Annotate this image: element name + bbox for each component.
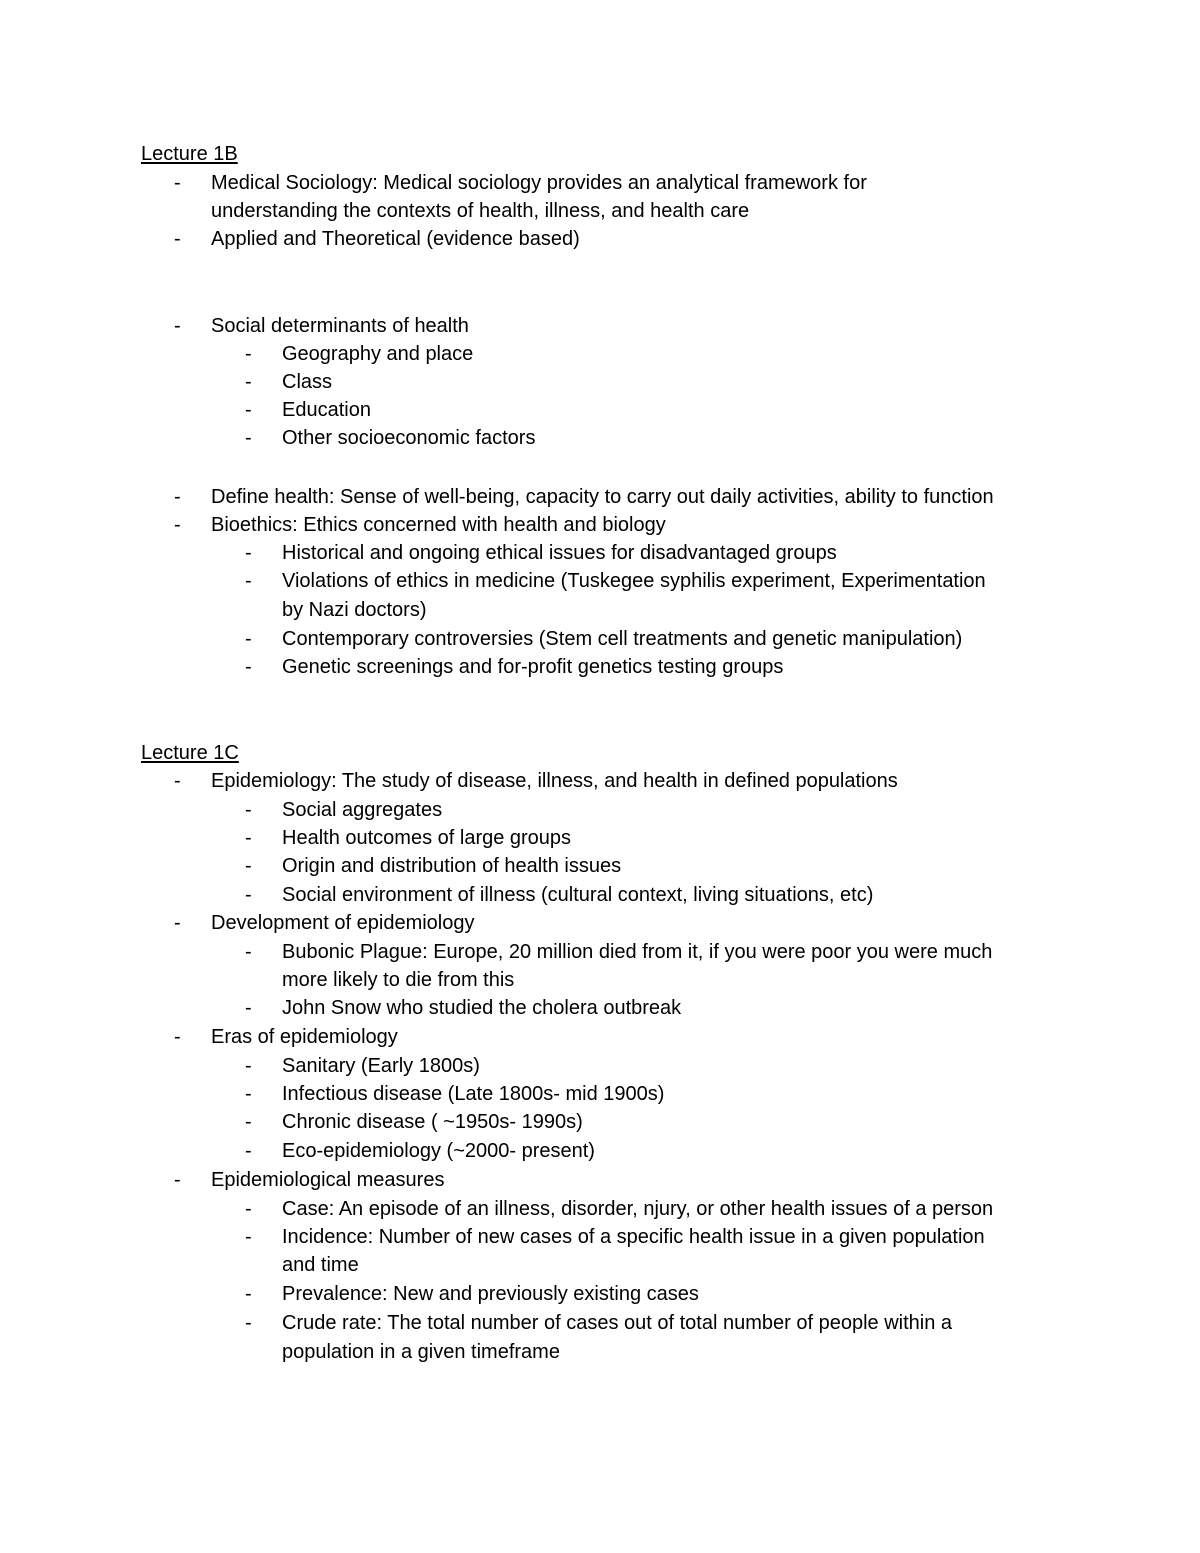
bullet-dash: -: [174, 486, 181, 508]
sub-list-item-text: Violations of ethics in medicine (Tuskegee syphilis experiment, Experimentation: [282, 570, 986, 592]
sub-bullet-dash: -: [245, 628, 252, 650]
sub-list-item-text: Other socioeconomic factors: [282, 427, 536, 449]
sub-list-item-text: Social aggregates: [282, 799, 443, 821]
sub-list-item-text: Case: An episode of an illness, disorder, njury, or other health issues of a person: [282, 1198, 994, 1220]
sub-bullet-dash: -: [245, 799, 252, 821]
sub-bullet-dash: -: [245, 1312, 252, 1334]
sub-bullet-dash: -: [245, 656, 252, 678]
list-item-text: Define health: Sense of well-being, capacity to carry out daily activities, ability to function: [211, 486, 994, 508]
sub-bullet-dash: -: [245, 542, 252, 564]
sub-bullet-dash: -: [245, 1226, 252, 1248]
list-item-text: Applied and Theoretical (evidence based): [211, 228, 580, 250]
bullet-dash: -: [174, 172, 181, 194]
sub-bullet-dash: -: [245, 570, 252, 592]
list-item-text: Social determinants of health: [211, 315, 469, 337]
sub-list-item-text-continued: and time: [282, 1254, 359, 1276]
sub-list-item-text-continued: by Nazi doctors): [282, 599, 427, 621]
list-item-text: Bioethics: Ethics concerned with health and biology: [211, 514, 666, 536]
sub-list-item-text: Crude rate: The total number of cases out of total number of people within a: [282, 1312, 953, 1334]
sub-bullet-dash: -: [245, 827, 252, 849]
sub-bullet-dash: -: [245, 1198, 252, 1220]
sub-list-item-text: Eco-epidemiology (~2000- present): [282, 1140, 595, 1162]
sub-list-item-text: Chronic disease ( ~1950s- 1990s): [282, 1111, 583, 1133]
bullet-dash: -: [174, 514, 181, 536]
sub-list-item-text: Incidence: Number of new cases of a specific health issue in a given population: [282, 1226, 985, 1248]
sub-bullet-dash: -: [245, 1111, 252, 1133]
sub-list-item-text: Geography and place: [282, 343, 474, 365]
bullet-dash: -: [174, 1026, 181, 1048]
section-heading-lecture-1c: Lecture 1C: [141, 742, 239, 764]
sub-list-item-text: Contemporary controversies (Stem cell treatments and genetic manipulation): [282, 628, 963, 650]
sub-list-item-text: Education: [282, 399, 371, 421]
sub-bullet-dash: -: [245, 427, 252, 449]
sub-list-item-text: John Snow who studied the cholera outbreak: [282, 997, 682, 1019]
sub-bullet-dash: -: [245, 371, 252, 393]
list-item-text: Epidemiology: The study of disease, illness, and health in defined populations: [211, 770, 898, 792]
sub-list-item-text: Prevalence: New and previously existing cases: [282, 1283, 699, 1305]
sub-list-item-text-continued: more likely to die from this: [282, 969, 515, 991]
sub-bullet-dash: -: [245, 1140, 252, 1162]
section-heading-lecture-1b: Lecture 1B: [141, 143, 238, 165]
bullet-dash: -: [174, 912, 181, 934]
list-item-text: Development of epidemiology: [211, 912, 475, 934]
sub-bullet-dash: -: [245, 997, 252, 1019]
sub-list-item-text: Health outcomes of large groups: [282, 827, 572, 849]
sub-bullet-dash: -: [245, 855, 252, 877]
list-item-text-continued: understanding the contexts of health, illness, and health care: [211, 200, 750, 222]
list-item-text: Eras of epidemiology: [211, 1026, 398, 1048]
sub-list-item-text: Sanitary (Early 1800s): [282, 1055, 480, 1077]
sub-list-item-text: Bubonic Plague: Europe, 20 million died from it, if you were poor you were much: [282, 941, 993, 963]
sub-list-item-text: Genetic screenings and for-profit genetics testing groups: [282, 656, 784, 678]
bullet-dash: -: [174, 770, 181, 792]
sub-bullet-dash: -: [245, 343, 252, 365]
sub-bullet-dash: -: [245, 884, 252, 906]
bullet-dash: -: [174, 1169, 181, 1191]
sub-list-item-text: Infectious disease (Late 1800s- mid 1900s): [282, 1083, 665, 1105]
sub-list-item-text: Class: [282, 371, 333, 393]
list-item-text: Medical Sociology: Medical sociology provides an analytical framework for: [211, 172, 867, 194]
sub-bullet-dash: -: [245, 1055, 252, 1077]
list-item-text: Epidemiological measures: [211, 1169, 445, 1191]
bullet-dash: -: [174, 315, 181, 337]
sub-bullet-dash: -: [245, 399, 252, 421]
sub-list-item-text: Social environment of illness (cultural context, living situations, etc): [282, 884, 874, 906]
sub-list-item-text: Origin and distribution of health issues: [282, 855, 622, 877]
bullet-dash: -: [174, 228, 181, 250]
sub-list-item-text: Historical and ongoing ethical issues for disadvantaged groups: [282, 542, 837, 564]
sub-list-item-text-continued: population in a given timeframe: [282, 1341, 560, 1363]
sub-bullet-dash: -: [245, 941, 252, 963]
sub-bullet-dash: -: [245, 1083, 252, 1105]
sub-bullet-dash: -: [245, 1283, 252, 1305]
